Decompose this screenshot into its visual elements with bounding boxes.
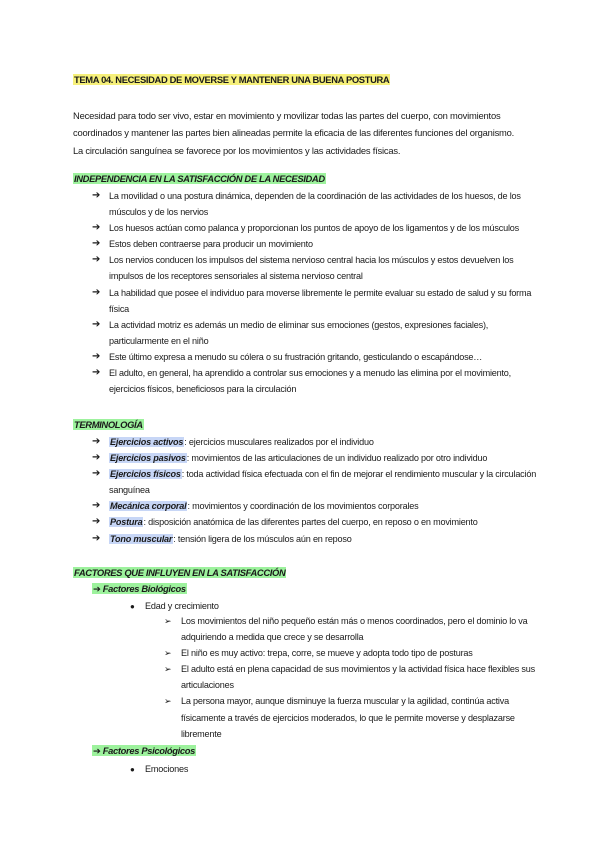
intro-line: La circulación sanguínea se favorece por los movimientos y las actividades físicas. xyxy=(73,144,401,156)
item-text: Este último expresa a menudo su cólera o su frustración gritando, gesticulando o escapándose… xyxy=(109,351,483,362)
term-label: Ejercicios pasivos xyxy=(110,453,186,464)
intro-paragraph xyxy=(73,107,543,159)
arrow-icon: ➔ xyxy=(92,452,101,464)
list-item xyxy=(92,188,542,220)
list-item xyxy=(92,349,542,365)
arrow-icon: ➔ xyxy=(92,532,101,544)
independencia-list xyxy=(92,188,542,397)
subheading-label: Factores Psicológicos xyxy=(102,745,195,756)
term-definition: : movimientos de las articulaciones de un individuo realizado por otro individuo xyxy=(186,453,488,464)
title-text: TEMA 04. NECESIDAD DE MOVERSE Y MANTENER UNA BUENA POSTURA xyxy=(74,74,390,85)
term-label: Ejercicios activos xyxy=(110,437,184,447)
arrow-icon: ➔ xyxy=(92,222,101,234)
term-label: Mecánica corporal xyxy=(110,501,187,512)
subheading-text xyxy=(92,745,196,756)
bullet-text: Emociones xyxy=(145,764,189,774)
term-label: Tono muscular xyxy=(110,533,173,544)
chevron-arrow-icon: ➢ xyxy=(164,664,172,675)
chevron-arrow-icon: ➢ xyxy=(164,648,172,659)
item-text: El niño es muy activo: trepa, corre, se mueve y adopta todo tipo de posturas xyxy=(181,648,473,659)
chevron-arrow-icon: ➢ xyxy=(164,616,172,626)
list-item xyxy=(92,365,542,397)
terminologia-list xyxy=(92,434,542,547)
item-text: La actividad motriz es además un medio de eliminar sus emociones (gestos, expresiones faciales), particularmente en el niño xyxy=(109,319,489,346)
section-heading-independencia xyxy=(73,172,326,186)
list-item xyxy=(92,434,542,450)
list-item xyxy=(92,498,542,514)
item-text: Los movimientos del niño pequeño están más o menos coordinados, pero el dominio lo va adquiriendo a medida que crece y se desarrolla xyxy=(181,616,528,643)
chevron-arrow-icon: ➢ xyxy=(164,696,172,707)
list-item xyxy=(164,693,536,741)
arrow-icon: ➔ xyxy=(92,190,101,201)
list-item xyxy=(92,466,542,498)
list-item xyxy=(92,514,542,530)
bullet-dot-icon: ● xyxy=(130,602,135,611)
document-title xyxy=(73,73,390,87)
arrow-icon: ➔ xyxy=(92,318,101,330)
intro-line: coordinados y mantener las partes bien alineadas permite la eficacia de las diferentes funciones del organismo. xyxy=(73,127,515,139)
term-label: Postura xyxy=(110,517,143,528)
arrow-icon: ➔ xyxy=(92,238,101,250)
item-text: Los nervios conducen los impulsos del sistema nervioso central hacia los músculos y estos devuelven los impulsos de los receptores sensoriales al sistema nervioso central xyxy=(109,255,514,282)
list-item xyxy=(92,285,542,317)
arrow-icon: ➔ xyxy=(92,516,101,528)
section-heading-factores xyxy=(73,566,286,580)
subheading-label: Factores Biológicos xyxy=(102,583,186,594)
bullet-text: Edad y crecimiento xyxy=(145,601,219,611)
item-text: Los huesos actúan como palanca y proporcionan los puntos de apoyo de los ligamentos y de los músculos xyxy=(109,223,519,234)
item-text: La persona mayor, aunque disminuye la fuerza muscular y la agilidad, continúa activa físicamente a través de ejercicios moderados, lo que le permite moverse y desplazarse libremente xyxy=(181,696,515,739)
intro-line: Necesidad para todo ser vivo, estar en movimiento y movilizar todas las partes del cuerpo, con movimientos xyxy=(73,110,501,121)
subheading-factores-biologicos xyxy=(92,582,187,596)
arrow-icon: ➔ xyxy=(92,254,101,266)
term-definition: : tensión ligera de los músculos aún en reposo xyxy=(173,533,352,544)
list-item xyxy=(92,531,542,547)
heading-text: TERMINOLOGÍA xyxy=(74,419,143,430)
arrow-icon: ➔ xyxy=(92,286,101,298)
term-definition: : movimientos y coordinación de los movimientos corporales xyxy=(187,501,419,512)
item-text: La movilidad o una postura dinámica, dependen de la coordinación de las actividades de los huesos, de los músculos y de los nervios xyxy=(109,191,521,218)
subheading-factores-psicologicos xyxy=(92,744,196,758)
term-definition: : disposición anatómica de las diferentes partes del cuerpo, en reposo o en movimiento xyxy=(143,517,478,528)
arrow-icon: ➔ xyxy=(92,500,101,512)
heading-text: FACTORES QUE INFLUYEN EN LA SATISFACCIÓN xyxy=(74,567,286,578)
arrow-icon: ➔ xyxy=(92,350,101,362)
arrow-icon: ➔ xyxy=(93,745,101,756)
item-text: El adulto, en general, ha aprendido a controlar sus emociones y a menudo las elimina por el movimiento, ejercicios físicos, beneficiosos para la circulación xyxy=(109,368,511,395)
arrow-icon: ➔ xyxy=(92,468,101,480)
list-item xyxy=(164,645,536,661)
list-item xyxy=(92,450,542,466)
bullet-edad-crecimiento xyxy=(130,599,219,614)
subheading-text xyxy=(92,583,187,594)
biologicos-sublist xyxy=(164,613,536,742)
item-text: La habilidad que posee el individuo para moverse libremente le permite evaluar su estado de salud y su forma física xyxy=(109,287,532,314)
bullet-emociones xyxy=(130,762,188,777)
term-definition: : toda actividad física efectuada con el fin de mejorar el rendimiento muscular y la circulación sanguínea xyxy=(109,469,537,496)
list-item xyxy=(92,317,542,349)
bullet-dot-icon: ● xyxy=(130,765,135,774)
term-definition: : ejercicios musculares realizados por el individuo xyxy=(184,437,374,447)
arrow-icon: ➔ xyxy=(93,583,101,594)
list-item xyxy=(92,252,542,284)
list-item xyxy=(164,613,536,645)
arrow-icon: ➔ xyxy=(92,367,101,379)
arrow-icon: ➔ xyxy=(92,436,101,447)
list-item xyxy=(164,661,536,693)
heading-text: INDEPENDENCIA EN LA SATISFACCIÓN DE LA NECESIDAD xyxy=(74,173,325,184)
term-label: Ejercicios físicos xyxy=(110,469,181,480)
list-item xyxy=(92,220,542,236)
section-heading-terminologia xyxy=(73,418,144,432)
item-text: Estos deben contraerse para producir un movimiento xyxy=(109,239,313,250)
item-text: El adulto está en plena capacidad de sus movimientos y la actividad física hace flexibles sus articulaciones xyxy=(181,664,535,691)
list-item xyxy=(92,236,542,252)
